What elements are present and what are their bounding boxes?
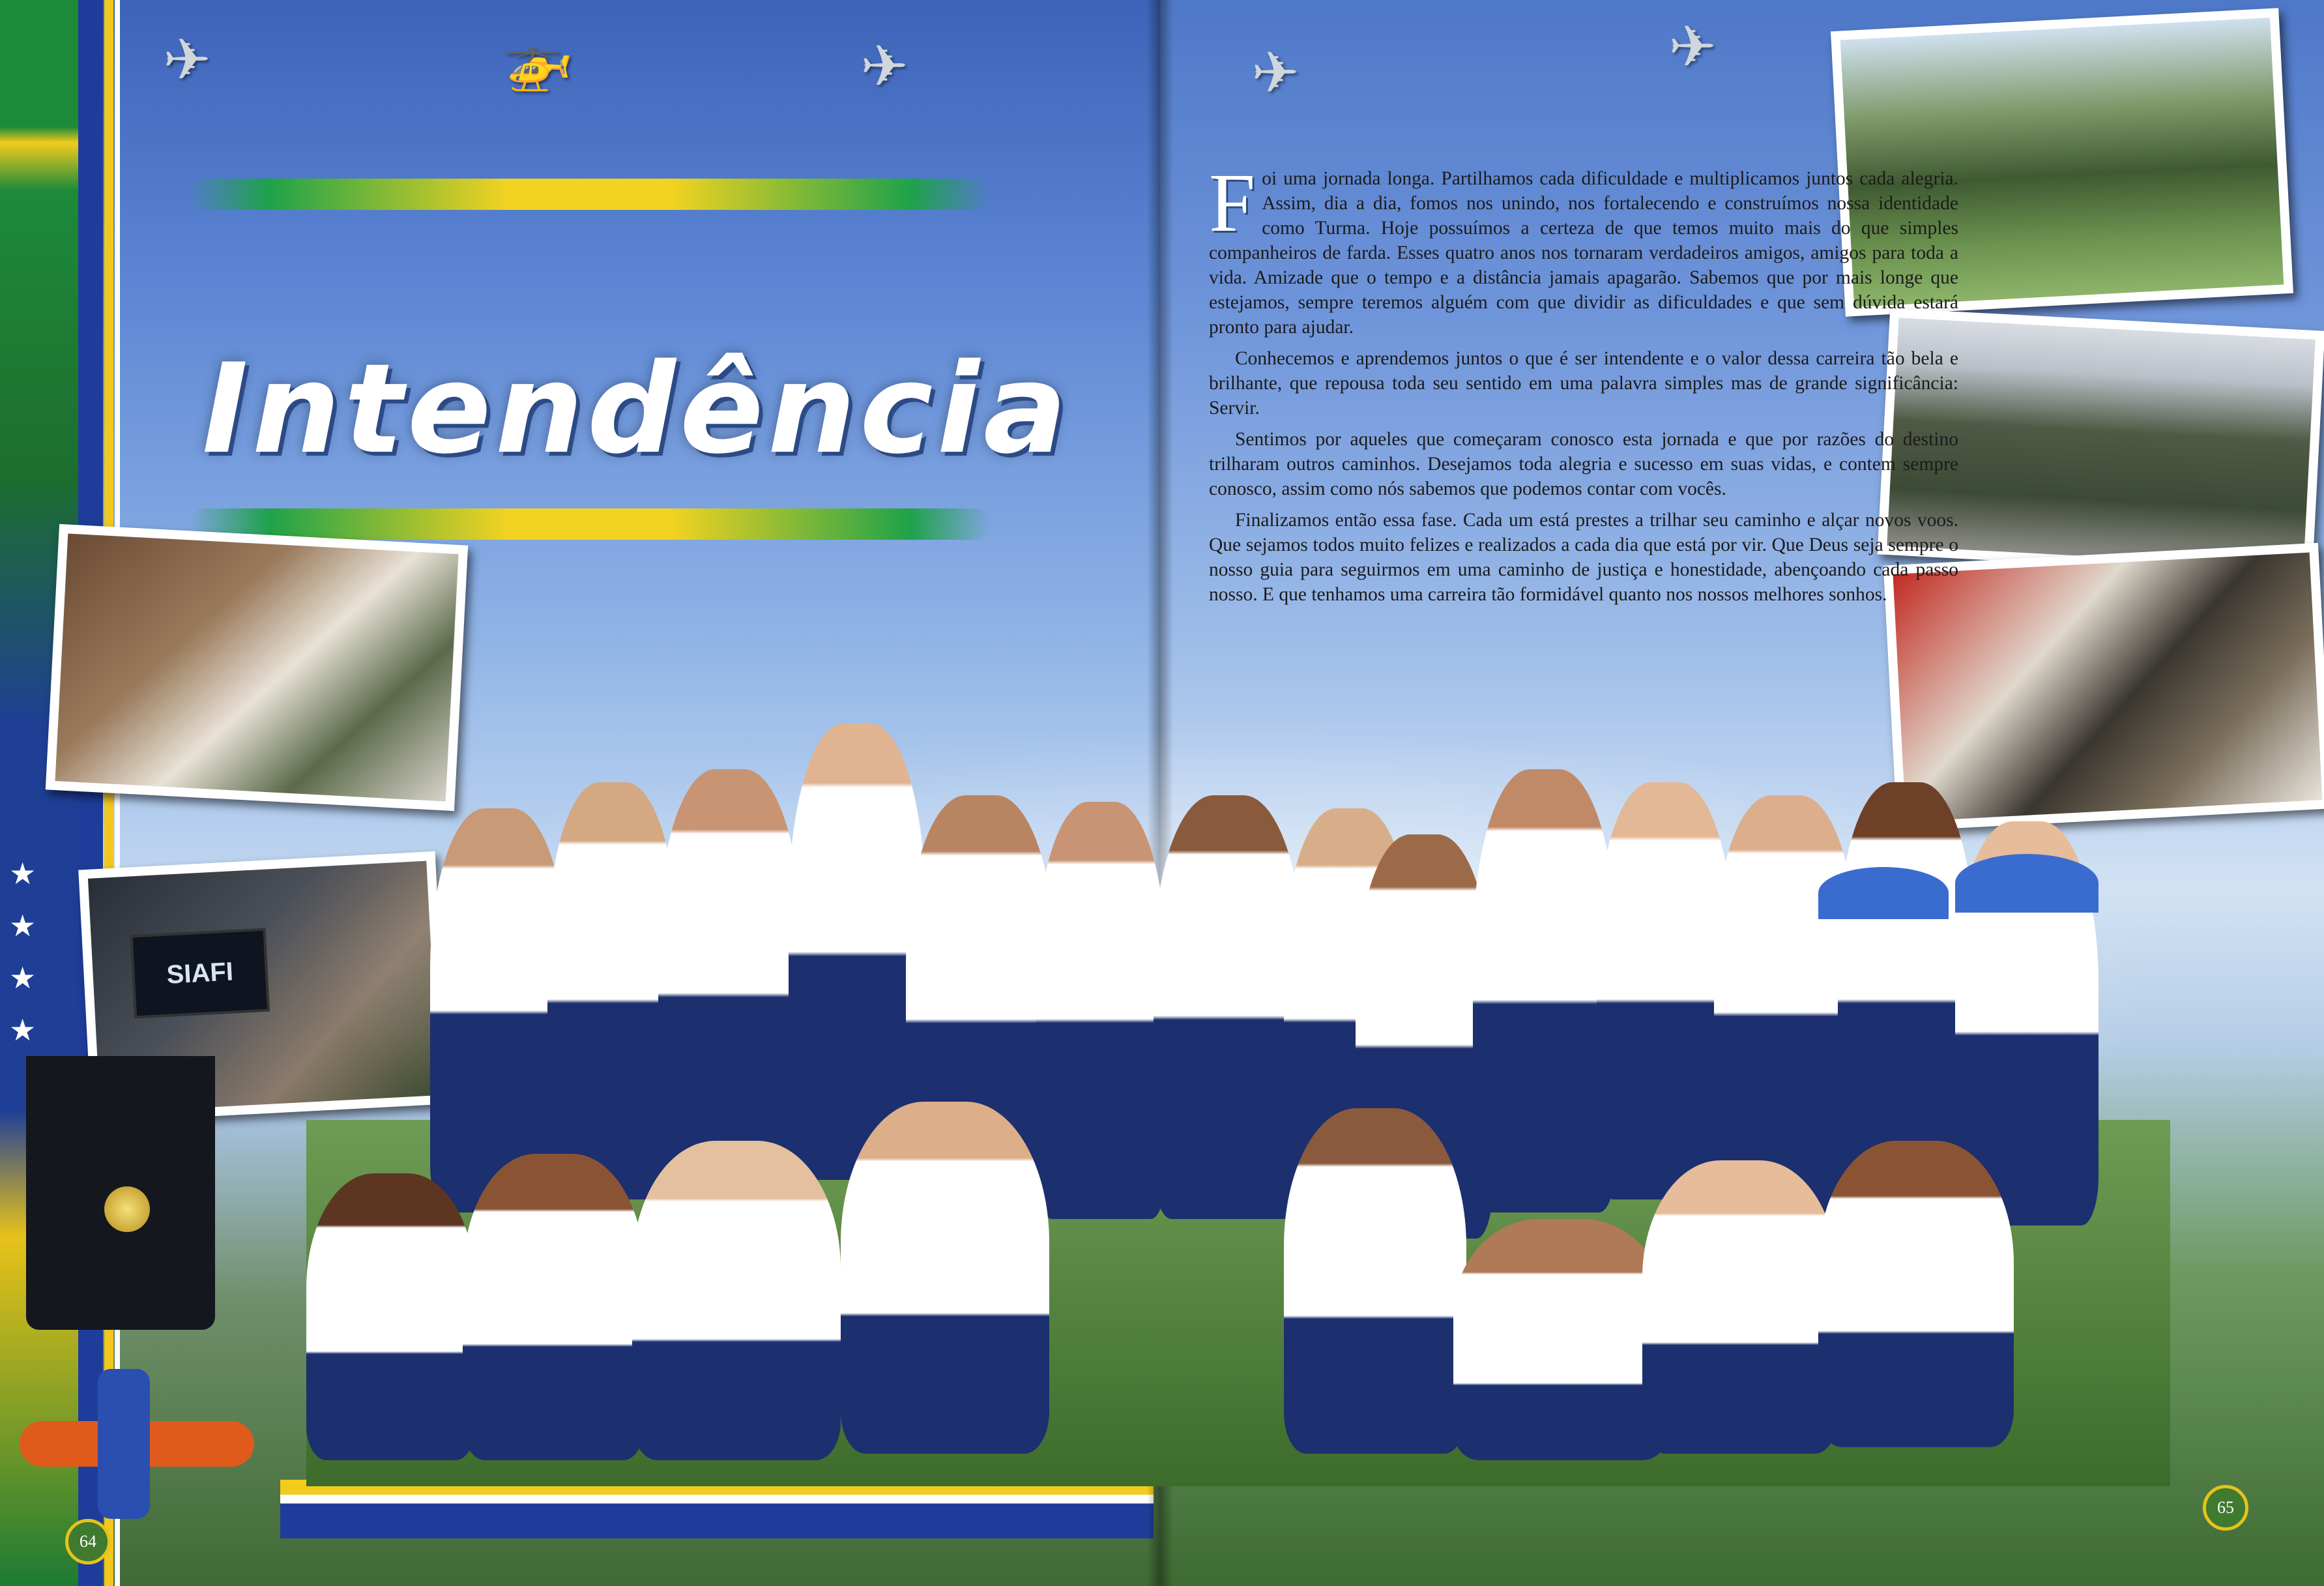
cargo-plane-icon: ✈ [860, 33, 908, 100]
page-title: Intendência [202, 337, 1071, 482]
helicopter-icon: 🚁 [502, 26, 574, 93]
star-icon: ★ [9, 908, 36, 943]
gold-button-icon [104, 1186, 150, 1232]
cadet-figure [1473, 769, 1616, 1212]
stars-decoration [9, 847, 36, 1056]
cadet-figure [1036, 802, 1167, 1219]
paragraph-2: Conhecemos e aprendemos juntos o que é ser intendente e o valor dessa carreira tão bela e brilhante, que repousa toda seu sentido em uma palavra simples mas de grande significância: Servir. [1209, 348, 1958, 419]
paragraph-4: Finalizamos então essa fase. Cada um está prestes a trilhar seu caminho e alçar novos voos. Que sejamos todos muito felizes e realizados a cada dia que está por vir. Que Deus seja sempre o nosso guia para seguirmos em uma caminho de justiça e honestidade, abençoando cada passo nosso. E que tenhamos uma carreira tão formidável quanto nos nossos melhores sonhos. [1209, 510, 1958, 605]
cadet-figure [1154, 795, 1303, 1219]
shoulder-epaulette [26, 1056, 215, 1330]
patrol-plane-icon: ✈ [1251, 39, 1300, 106]
paragraph-1: Foi uma jornada longa. Partilhamos cada dificuldade e multiplicamos juntos cada alegria. Assim, dia a dia, fomos nos unindo, nos fortalecendo e construímos nossa identidade como Turma. Hoje possuímos a certeza de que temos muito mais do que simples companheiros de farda. Esses quatro anos nos tornaram verdadeiros amigos, amigos para toda a vida. Amizade que o tempo e a distância jamais apagarão. Sabemos que por mais longe que estejamos, sempre teremos alguém com que dividir as dificuldades e que sem dúvida estará pronto para ajudar. [1209, 156, 1958, 338]
star-icon: ★ [9, 1012, 36, 1048]
patio-umbrella [1955, 854, 2099, 913]
cadet-figure [1818, 1141, 2014, 1447]
drop-cap: F [1209, 156, 1256, 249]
green-yellow-bar-top [189, 179, 991, 210]
cadet-figure [841, 1102, 1049, 1454]
page-number-right: 65 [2203, 1485, 2248, 1531]
cadet-figure [632, 1141, 841, 1460]
star-icon: ★ [9, 856, 36, 891]
page-number-left: 64 [65, 1519, 111, 1564]
cadet-figure [1642, 1160, 1838, 1454]
body-text [1209, 156, 1958, 613]
cadet-figure [1284, 1108, 1466, 1454]
cadet-figure [430, 808, 567, 1212]
patio-umbrella [1818, 867, 1949, 919]
fighter-jet-icon: ✈ [1668, 13, 1717, 80]
bottom-stripe-band-left [280, 1480, 1154, 1538]
cadet-figure [1597, 782, 1734, 1199]
business-jet-icon: ✈ [163, 26, 211, 93]
star-icon: ★ [9, 960, 36, 995]
cadet-figure [1838, 782, 1975, 1199]
paragraph-3: Sentimos por aqueles que começaram conosco esta jornada e que por razões do destino trilharam outros caminhos. Desejamos toda alegria e sucesso em suas vidas, e contem sempre conosco, assim como nós sabemos que podemos contar com vocês. [1209, 429, 1958, 499]
green-yellow-bar-bottom [189, 508, 991, 540]
model-aircraft-icon [0, 1343, 274, 1538]
group-photo-cadets [306, 724, 2170, 1486]
cadet-figure [463, 1154, 645, 1460]
cadet-figure [1714, 795, 1857, 1212]
computer-screen-text: SIAFI [130, 928, 270, 1019]
cadet-figure [658, 769, 802, 1199]
cadet-figure [1453, 1219, 1668, 1460]
cadet-figure [306, 1173, 476, 1460]
